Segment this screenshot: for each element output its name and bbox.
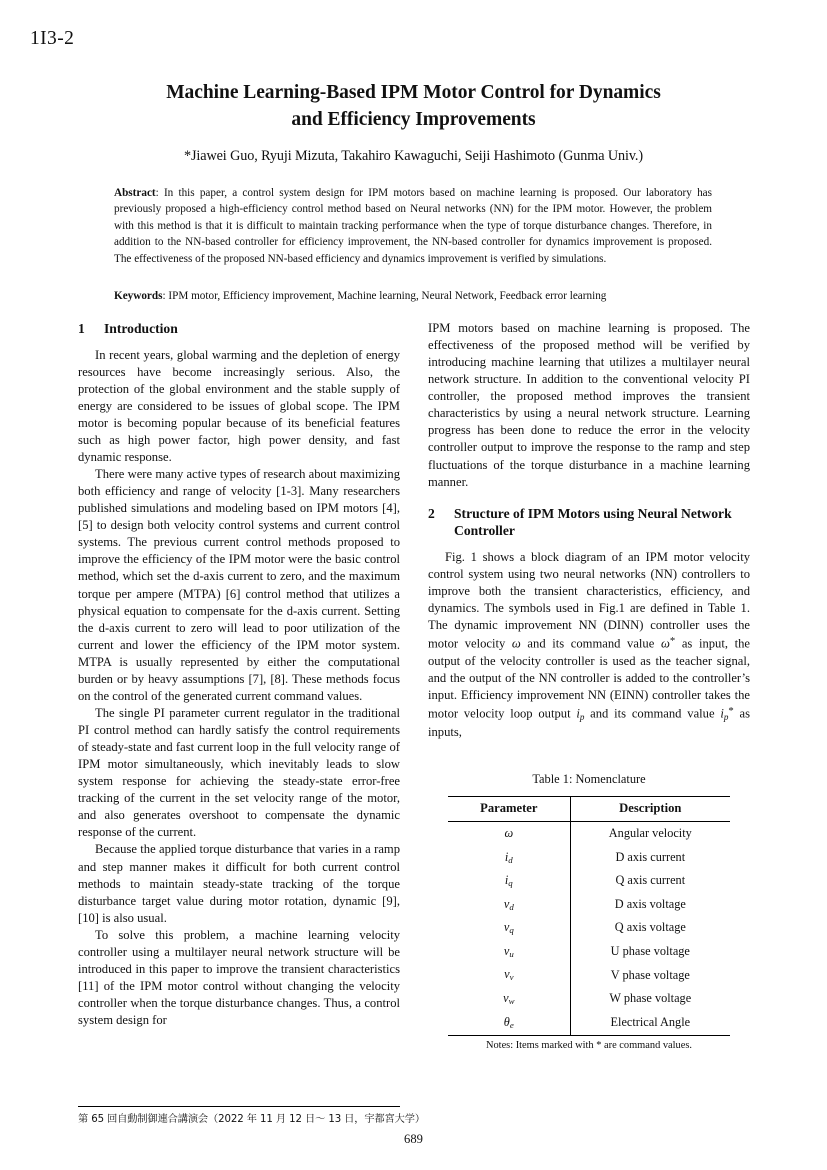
table-head xyxy=(448,797,730,822)
cell-description: D axis current xyxy=(615,849,686,864)
symbol-omega: ω xyxy=(511,637,521,652)
spacer xyxy=(428,491,750,505)
parameter-symbol: θ xyxy=(503,1014,510,1029)
parameter-symbol: v xyxy=(503,896,510,911)
parameter-subscript: u xyxy=(509,949,514,960)
title-block xyxy=(78,80,749,165)
page-title xyxy=(78,80,749,134)
paragraph-continued: IPM motors based on machine learning is proposed. The effectiveness of the proposed method will be verified by introducing machine learning that utilizes a multilayer neural network structure. In addition to the conventional velocity PI controller, the proposed method improves the transient characteristics by using a neural network structure. Learning progress has been done to reduce the error in the velocity controller output to improve the response to the ramp and step fluctuations of the torque disturbance in a machine learning manner. xyxy=(428,321,750,489)
parameter-subscript: d xyxy=(509,901,514,912)
section-number: 2 xyxy=(428,505,435,521)
symbol-ip-star: i xyxy=(720,707,724,721)
text-run: as input, the output of the velocity controller is used as the teacher signal, and the output of the NN controller is added to the controller’s input. Efficiency improvement NN (EINN) controller takes the motor velocity loop output xyxy=(428,637,751,721)
cell-description: W phase voltage xyxy=(609,991,692,1006)
cell-parameter xyxy=(448,869,570,893)
paragraph: There were many active types of research about maximizing both efficiency and range of velocity [1-3]. Many researchers published simulations and modeling based on IPM motors [4], [5] to design both velocity control systems and current control systems. The previous current control methods proposed to improve the efficiency of the IPM motor were the basic control method, which set the d-axis current to zero, and the maximum torque per ampere (MTPA) [6] control method that utilizes a physical equation to compensate for the d-axis current. Setting the d-axis current to zero will lead to poor utilization of the current and lower the efficiency of the IPM motor system. MTPA is usually represented by either the computational burden or by heavy assumptions [7], [8]. These methods focus on the control of the generated current command values. xyxy=(78,467,400,703)
title-line-1: Machine Learning-Based IPM Motor Control for Dynamics xyxy=(166,82,661,103)
section-title: Introduction xyxy=(104,321,178,336)
section-heading-introduction xyxy=(78,320,400,338)
symbol-ip-star-subscript: p xyxy=(723,712,729,723)
cell-parameter xyxy=(448,916,570,940)
table-row xyxy=(448,869,730,893)
column-header-parameter: Parameter xyxy=(448,797,570,822)
parameter-subscript: q xyxy=(508,878,513,889)
parameter-symbol: v xyxy=(503,943,510,958)
keywords-label: Keywords xyxy=(114,290,163,302)
cell-parameter xyxy=(448,893,570,917)
title-line-2: and Efficiency Improvements xyxy=(291,108,536,130)
symbol-ip-subscript: p xyxy=(579,712,585,723)
cell-description: Q axis current xyxy=(615,873,686,888)
star-superscript: * xyxy=(669,635,676,648)
cell-parameter xyxy=(448,987,570,1011)
cell-parameter xyxy=(448,963,570,987)
parameter-symbol: i xyxy=(504,873,509,888)
column-header-description: Description xyxy=(570,797,730,822)
keywords xyxy=(114,288,712,304)
nomenclature-table xyxy=(448,796,730,1036)
paragraph: Because the applied torque disturbance that varies in a ramp and step manner makes it difficult for both current control methods to maintain steady-state tracking of the torque disturbance target value during motor rotation, dynamic [9], [10] is also usual. xyxy=(78,842,400,925)
star-superscript: * xyxy=(728,705,734,718)
column-right xyxy=(428,320,750,741)
cell-parameter xyxy=(448,1010,570,1035)
cell-parameter xyxy=(448,845,570,869)
text-run: and its command value xyxy=(584,707,721,721)
paragraph: In recent years, global warming and the depletion of energy resources have become increasingly serious. Also, the protection of the global environment and the stable supply of energy are considered to be issues of global scope. The IPM motor is becoming popular because of its beneficial features such as high power factor, high power density, and fast dynamic response. xyxy=(78,347,400,465)
parameter-symbol: v xyxy=(504,967,510,982)
authors: *Jiawei Guo, Ryuji Mizuta, Takahiro Kawaguchi, Seiji Hashimoto (Gunma Univ.) xyxy=(184,147,643,164)
section-heading-structure xyxy=(428,505,750,540)
parameter-subscript: v xyxy=(509,972,514,983)
nomenclature-table-block xyxy=(448,772,730,1051)
parameter-symbol: i xyxy=(504,849,509,864)
abstract-label: Abstract xyxy=(114,187,156,199)
cell-description: Q axis voltage xyxy=(614,920,686,935)
table-row xyxy=(448,822,730,846)
table-row xyxy=(448,893,730,917)
page-number: 689 xyxy=(404,1132,423,1146)
paragraph xyxy=(428,549,750,741)
section-number: 1 xyxy=(78,321,85,336)
section-title: Structure of IPM Motors using Neural Network Controller xyxy=(454,505,732,539)
cell-description: Electrical Angle xyxy=(570,1010,730,1035)
paragraph: To solve this problem, a machine learning velocity controller using a multilayer neural network structure will be introduced in this paper to improve the transient characteristics [11] of the IPM motor control without changing the velocity controller when the torque disturbance changes. Thus, a control system design for xyxy=(78,927,400,1028)
table-row xyxy=(448,963,730,987)
table-row xyxy=(448,845,730,869)
table-header-row xyxy=(448,797,730,822)
paragraph: The single PI parameter current regulator in the traditional PI control method can hardly satisfy the control requirements of steady-state and fast current loop in the full velocity range of IPM motor simultaneously, which inevitably leads to slow system response for achieving the steady-state error-free tracking of the current in the set velocity range of the motor, and also generates overshoot to compensate the dynamic response of the current. xyxy=(78,705,400,840)
parameter-symbol: ω xyxy=(504,826,514,841)
parameter-subscript: d xyxy=(508,854,513,865)
paper-id: 1I3-2 xyxy=(30,28,75,49)
cell-parameter xyxy=(448,822,570,846)
text-run: and its command value xyxy=(520,637,661,652)
table-row xyxy=(448,940,730,964)
table-notes: Notes: Items marked with * are command values. xyxy=(485,1039,693,1051)
cell-description: Angular velocity xyxy=(608,826,692,841)
cell-description: V phase voltage xyxy=(610,967,690,982)
cell-description: U phase voltage xyxy=(610,943,690,958)
abstract-text: : In this paper, a control system design for IPM motors based on machine learning is proposed. Our laboratory has previously proposed a high-efficiency control method based on Neural networks (NN) for the IPM motor. However, the problem with this method is that it is difficult to maintain tracking performance when the type of torque disturbance changes. Therefore, in addition to the NN-based controller for efficiency improvement, the NN-based controller for dynamics improvement is proposed. The effectiveness of the proposed NN-based efficiency and dynamics improvement is verified by simulations. xyxy=(114,187,712,265)
cell-parameter xyxy=(448,940,570,964)
cell-description: D axis voltage xyxy=(614,896,686,911)
symbol-ip: i xyxy=(576,707,580,721)
footer-divider xyxy=(78,1106,400,1107)
symbol-omega-star: ω xyxy=(660,637,670,652)
abstract xyxy=(114,185,712,267)
table-row xyxy=(448,1010,730,1035)
table-body xyxy=(448,822,730,1036)
table-caption: Table 1: Nomenclature xyxy=(532,772,646,786)
text-run: Fig. 1 shows a block diagram of an IPM motor velocity control system using two neural networks (NN) controllers to improve both the transient characteristics, efficiency, and dynamics. The symbols used in Fig.1 are defined in Table 1. The dynamic improvement NN (DINN) controller uses the motor velocity xyxy=(428,549,750,652)
parameter-subscript: e xyxy=(509,1019,514,1030)
parameter-symbol: v xyxy=(503,920,510,935)
column-left xyxy=(78,320,400,1029)
table-row xyxy=(448,987,730,1011)
footer-conference: 第 65 回自動制御連合講演会（2022 年 11 月 12 日～ 13 日，宇都宮大学） xyxy=(78,1114,425,1125)
parameter-subscript: q xyxy=(509,925,514,936)
table-row xyxy=(448,916,730,940)
text-run: as inputs, xyxy=(428,707,750,739)
parameter-symbol: v xyxy=(503,991,509,1006)
keywords-text: : IPM motor, Efficiency improvement, Machine learning, Neural Network, Feedback error learning xyxy=(162,290,607,302)
parameter-subscript: w xyxy=(508,996,515,1007)
